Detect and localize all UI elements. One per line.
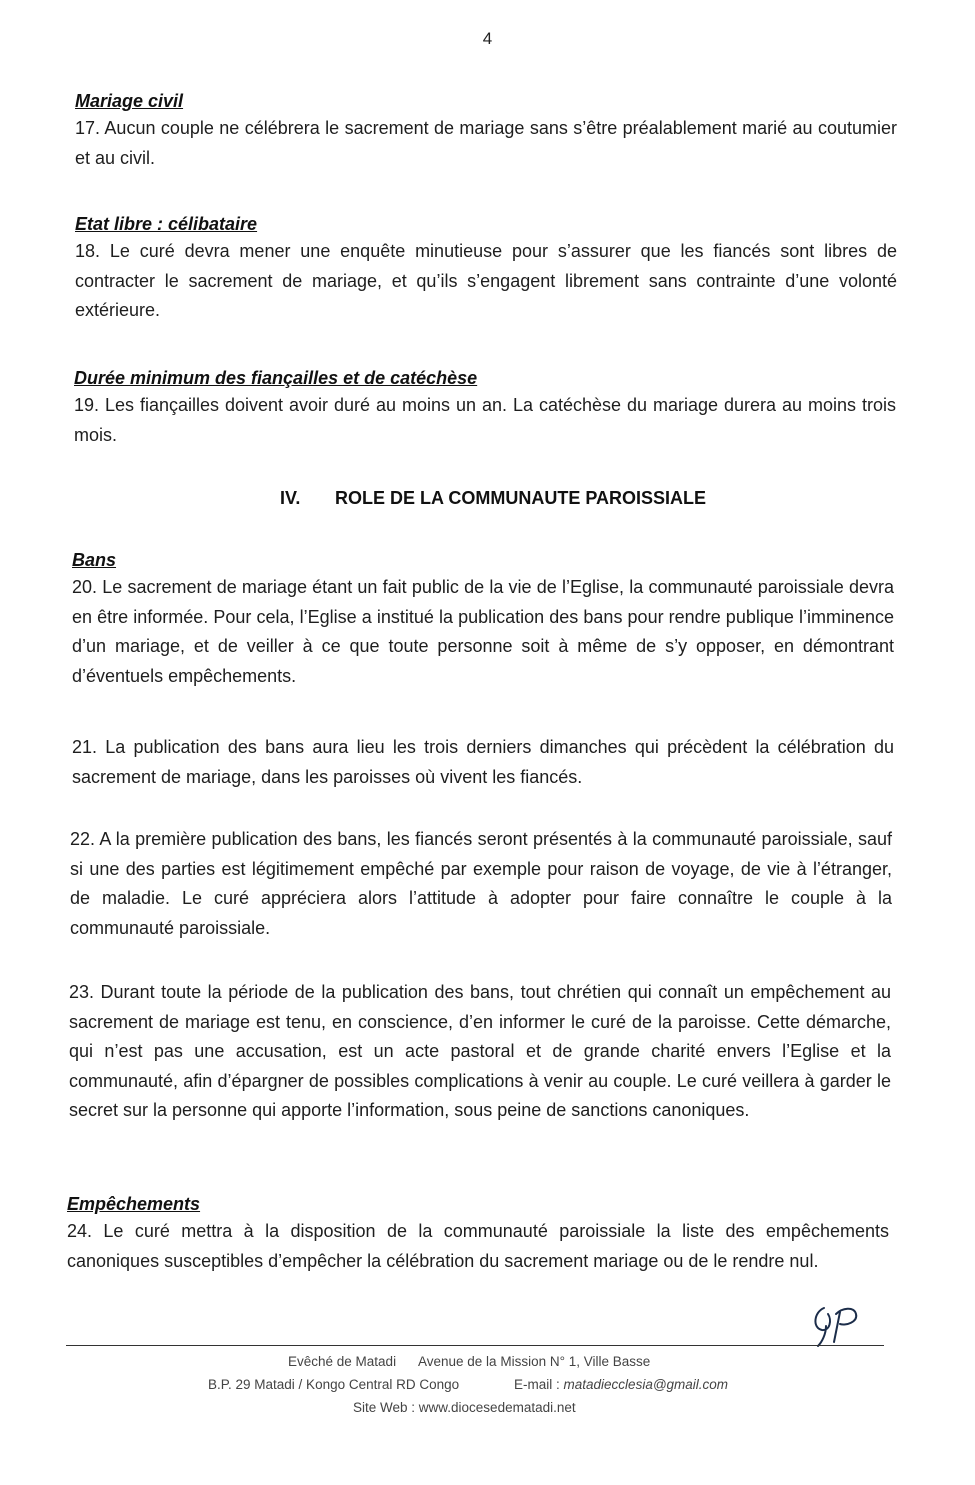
- footer-postal: B.P. 29 Matadi / Kongo Central RD Congo: [208, 1377, 460, 1392]
- footer-divider: [66, 1345, 884, 1346]
- paragraph-17: 17. Aucun couple ne célébrera le sacrement de mariage sans s’être préalablement marié au coutumier et au civil.: [75, 118, 897, 168]
- paragraph-22: 22. A la première publication des bans, les fiancés seront présentés à la communauté paroissiale, sauf si une des parties est légitimement empêché par exemple pour raison de voyage, de vie à l’étranger, de maladie. Le curé appréciera alors l’attitude à adopter pour faire connaître le couple à la communauté paroissiale.: [70, 829, 892, 938]
- section-heading: Durée minimum des fiançailles et de catéchèse: [74, 368, 478, 388]
- paragraph-18: 18. Le curé devra mener une enquête minutieuse pour s’assurer que les fiancés sont libres de contracter le sacrement de mariage, et qu’ils s’engagent librement sans contrainte d’une volonté extérieure.: [75, 241, 897, 320]
- footer-bishopric: Evêché de Matadi: [288, 1354, 397, 1369]
- paragraph-23: 23. Durant toute la période de la publication des bans, tout chrétien qui connaît un empêchement au sacrement de mariage est tenu, en conscience, d’en informer le curé de la paroisse. Cette démarche, qui n’est pas une accusation, est un acte pastoral et de grande charité envers l’Eglise et la communauté, afin d’épargner de possibles complications à venir au couple. Le curé veillera à garder le secret sur la personne qui apporte l’information, sous peine de sanctions canoniques.: [69, 982, 891, 1120]
- footer-email: [514, 1377, 728, 1392]
- chapter-title-text: ROLE DE LA COMMUNAUTE PAROISSIALE: [335, 488, 707, 508]
- section-mariage-civil: [75, 88, 897, 173]
- footer-email-value: matadiecclesia@gmail.com: [563, 1377, 729, 1392]
- page-number: 4: [482, 29, 493, 48]
- paragraph-21-block: [72, 733, 894, 792]
- footer-website: Site Web : www.diocesedematadi.net: [353, 1400, 576, 1415]
- section-duree-minimum: [74, 365, 896, 450]
- handwritten-signature: [806, 1300, 866, 1350]
- paragraph-22-block: [70, 825, 892, 943]
- footer-email-label: E-mail :: [514, 1377, 560, 1392]
- paragraph-21: 21. La publication des bans aura lieu les trois derniers dimanches qui précèdent la célébration du sacrement de mariage, dans les paroisses où vivent les fiancés.: [72, 737, 894, 787]
- paragraph-24: 24. Le curé mettra à la disposition de la communauté paroissiale la liste des empêchements canoniques susceptibles d’empêcher la célébration du sacrement mariage ou de le rendre nul.: [67, 1221, 889, 1271]
- section-etat-libre: [75, 211, 897, 326]
- section-empechements: [67, 1191, 889, 1276]
- chapter-number: IV.: [280, 488, 301, 508]
- paragraph-23-block: [69, 978, 891, 1126]
- paragraph-19: 19. Les fiançailles doivent avoir duré au moins un an. La catéchèse du mariage durera au moins trois mois.: [74, 395, 896, 445]
- paragraph-20: 20. Le sacrement de mariage étant un fait public de la vie de l’Eglise, la communauté paroissiale devra en être informée. Pour cela, l’Eglise a institué la publication des bans pour rendre publique l’imminence d’un mariage, et de veiller à ce que toute personne soit à même de s’y opposer, en démontrant d’éventuels empêchements.: [72, 577, 894, 686]
- section-heading: Bans: [72, 550, 117, 570]
- section-heading: Mariage civil: [75, 91, 184, 111]
- footer-address: Avenue de la Mission N° 1, Ville Basse: [418, 1354, 651, 1369]
- section-heading: Etat libre : célibataire: [75, 214, 258, 234]
- section-heading: Empêchements: [67, 1194, 201, 1214]
- section-bans: [72, 547, 894, 691]
